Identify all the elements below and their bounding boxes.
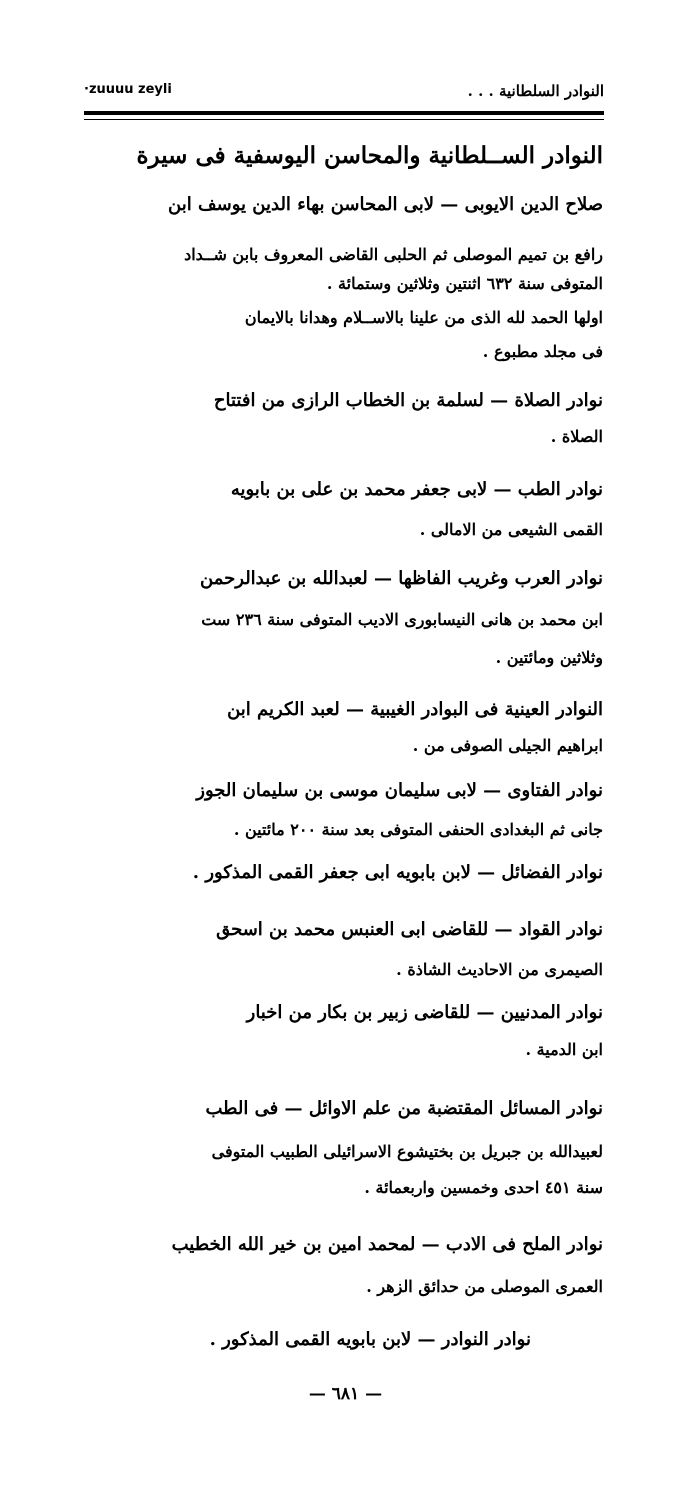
entry-line: نوادر النوادر — لابن بابويه القمى المذكور . [209,1329,531,1350]
entry-line: نوادر الملح فى الادب — لمحمد امين بن خير الله الخطيب [171,1234,603,1255]
entry-line: الصلاة . [550,427,603,446]
entry-line: المتوفى سنة ٦٣٢ اثنتين وثلاثين وستمائة . [326,274,603,293]
entry-line: ابن الدمية . [525,1040,603,1059]
entry-line: القمى الشيعى من الامالى . [419,520,603,539]
entry-line: وثلاثين ومائتين . [495,648,603,667]
entry-line: سنة ٤٥١ احدى وخمسين واربعمائة . [364,1178,603,1197]
page-number: — ٦٨١ — [308,1384,383,1404]
entry-line: نوادر المسائل المقتضبة من علم الاوائل — فى الطب [205,1098,603,1119]
entry-line: ابراهيم الجيلى الصوفى من . [412,736,603,755]
header-thick-rule [84,111,604,115]
entry-line: النوادر العينية فى البوادر الغيبية — لعبد الكريم ابن [227,699,603,720]
entry-line: الصيمرى من الاحاديث الشاذة . [396,960,603,979]
entry-line: جانى ثم البغدادى الحنفى المتوفى بعد سنة ٢٠٠ مائتين . [233,820,603,839]
entry-line: اولها الحمد لله الذى من علينا بالاســلام وهدانا بالايمان [244,308,603,327]
entry-line: صلاح الدين الايوبى — لابى المحاسن بهاء الدين يوسف ابن [168,194,603,215]
entry-line: نوادر المدنيين — للقاضى زبير بن بكار من اخبار [246,1002,603,1023]
entry-line: ابن محمد بن هانى النيسابورى الاديب المتوفى سنة ٢٣٦ ست [201,610,603,629]
entry-line: رافع بن تميم الموصلى ثم الحلبى القاضى المعروف بابن شــداد [184,245,603,264]
entry-line: نوادر العرب وغريب الفاظها — لعبدالله بن عبدالرحمن [200,568,603,589]
entry-line: لعبيدالله بن جبريل بن بختيشوع الاسرائيلى الطبيب المتوفى [211,1142,603,1161]
entry-line: نوادر الفضائل — لابن بابويه ابى جعفر القمى المذكور . [192,862,603,883]
header-running-title: النوادر السلطانية . . . [467,82,604,100]
entry-line: العمرى الموصلى من حدائق الزهر . [366,1277,603,1296]
header-left-text: ·zuuuu zeyli [84,82,172,97]
entry-line: النوادر الســلطانية والمحاسن اليوسفية فى سيرة [136,142,603,169]
header-thin-rule [84,119,604,120]
entry-line: نوادر القواد — للقاضى ابى العنبس محمد بن اسحق [216,919,603,940]
entry-line: نوادر الفتاوى — لابى سليمان موسى بن سليمان الجوز [196,780,603,801]
running-header [84,82,604,104]
entry-line: فى مجلد مطبوع . [482,342,603,361]
entry-line: نوادر الصلاة — لسلمة بن الخطاب الرازى من افتتاح [213,390,603,411]
entry-line: نوادر الطب — لابى جعفر محمد بن على بن بابويه [230,479,603,500]
